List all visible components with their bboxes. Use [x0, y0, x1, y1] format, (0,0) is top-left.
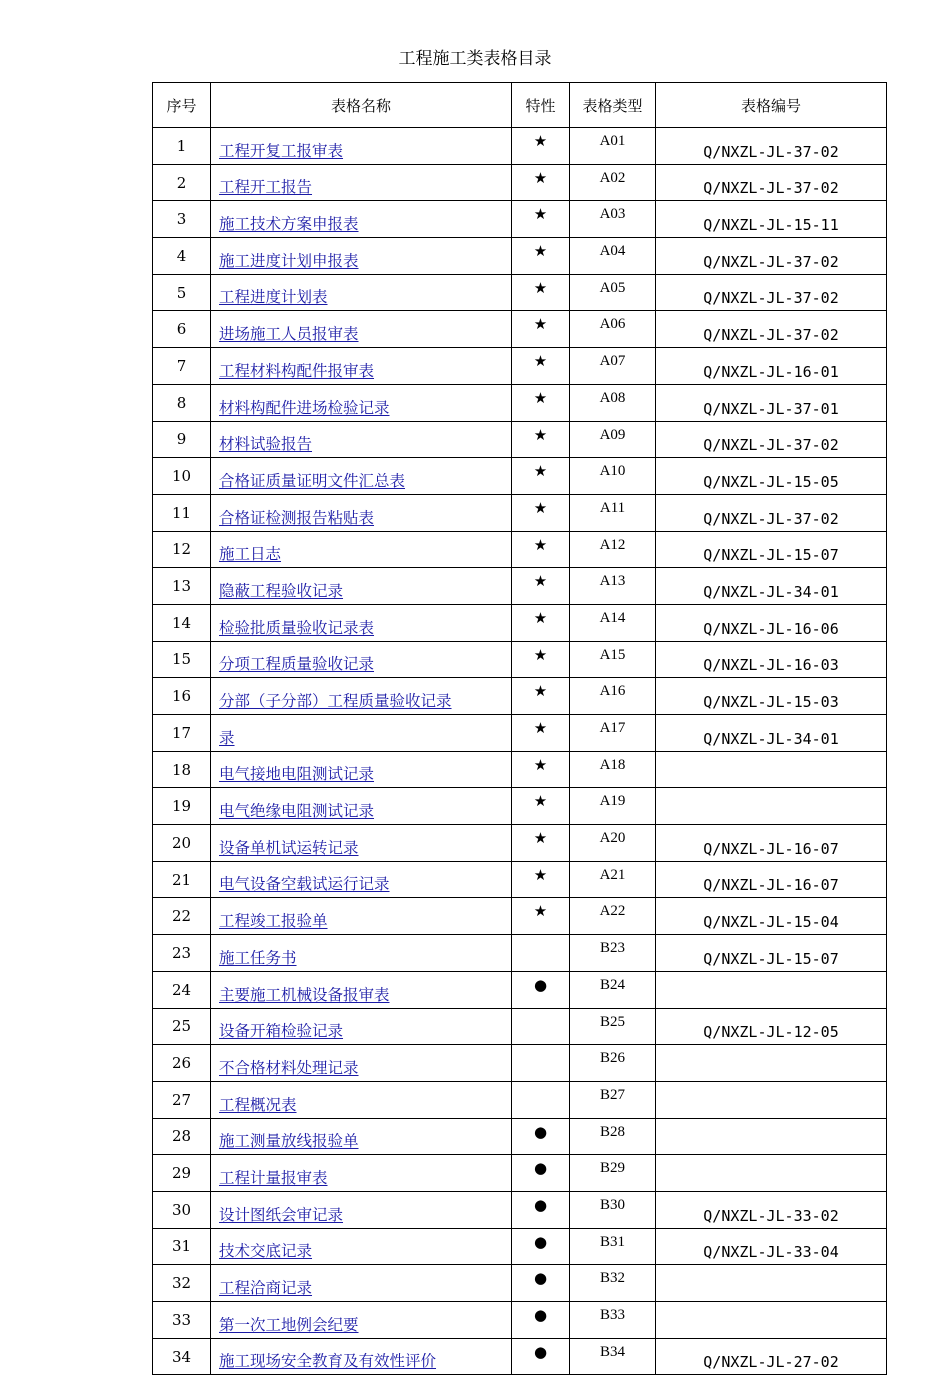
row-code: Q/NXZL-JL-15-07: [656, 531, 887, 568]
document-title: 工程施工类表格目录: [398, 49, 552, 69]
form-name-link[interactable]: 分部（子分部）工程质量验收记录: [219, 692, 452, 710]
star-icon: ★: [512, 641, 570, 678]
table-row: [153, 935, 887, 972]
row-code: Q/NXZL-JL-33-02: [656, 1191, 887, 1228]
star-icon: ★: [512, 458, 570, 495]
form-name-link[interactable]: 设备开箱检验记录: [219, 1022, 344, 1041]
table-row: [153, 311, 887, 348]
row-seq: 30: [153, 1191, 211, 1228]
row-type: B32: [570, 1265, 656, 1302]
row-mark-empty: [512, 1081, 570, 1118]
row-code: Q/NXZL-JL-16-07: [656, 825, 887, 862]
row-name-cell: [211, 494, 512, 531]
form-name-link[interactable]: 电气绝缘电阻测试记录: [219, 802, 375, 821]
row-code: Q/NXZL-JL-37-02: [656, 274, 887, 311]
row-name-cell: [211, 971, 512, 1008]
row-name-cell: [211, 1191, 512, 1228]
column-header-name: 表格名称: [211, 83, 512, 128]
dot-icon: ●: [512, 1228, 570, 1265]
star-icon: ★: [512, 201, 570, 238]
form-name-link[interactable]: 工程竣工报验单: [219, 912, 328, 931]
row-type: A08: [570, 384, 656, 421]
row-seq: 11: [153, 494, 211, 531]
table-row: [153, 238, 887, 275]
row-type: B24: [570, 971, 656, 1008]
row-seq: 18: [153, 751, 211, 788]
dot-icon: ●: [512, 1338, 570, 1375]
row-seq: 3: [153, 201, 211, 238]
form-name-link[interactable]: 工程开工报告: [219, 178, 313, 197]
row-name-cell: [211, 1228, 512, 1265]
row-type: B27: [570, 1081, 656, 1118]
star-icon: ★: [512, 604, 570, 641]
row-name-cell: [211, 311, 512, 348]
column-header-type: 表格类型: [570, 83, 656, 128]
row-code: Q/NXZL-JL-37-02: [656, 238, 887, 275]
row-code: Q/NXZL-JL-16-06: [656, 604, 887, 641]
row-type: A11: [570, 494, 656, 531]
row-code: Q/NXZL-JL-27-02: [656, 1338, 887, 1375]
form-name-link[interactable]: 不合格材料处理记录: [219, 1058, 359, 1077]
row-name-cell: [211, 641, 512, 678]
table-row: [153, 568, 887, 605]
row-code: Q/NXZL-JL-34-01: [656, 568, 887, 605]
row-code: Q/NXZL-JL-33-04: [656, 1228, 887, 1265]
row-mark-empty: [512, 935, 570, 972]
table-row: [153, 604, 887, 641]
row-name-cell: [211, 421, 512, 458]
row-type: A06: [570, 311, 656, 348]
row-seq: 5: [153, 274, 211, 311]
table-row: [153, 861, 887, 898]
form-name-link[interactable]: 工程材料构配件报审表: [219, 361, 375, 380]
row-name-cell: [211, 788, 512, 825]
row-seq: 2: [153, 164, 211, 201]
row-seq: 14: [153, 604, 211, 641]
table-row: [153, 1155, 887, 1192]
dot-icon: ●: [512, 1155, 570, 1192]
row-name-cell: [211, 238, 512, 275]
row-name-cell: [211, 531, 512, 568]
row-code: [656, 1302, 887, 1339]
form-name-link[interactable]: 工程概况表: [219, 1095, 297, 1114]
row-name-cell: [211, 1155, 512, 1192]
form-name-link[interactable]: 材料构配件进场检验记录: [219, 398, 390, 417]
form-name-link[interactable]: 主要施工机械设备报审表: [219, 985, 390, 1004]
row-type: A20: [570, 825, 656, 862]
star-icon: ★: [512, 238, 570, 275]
table-row: [153, 825, 887, 862]
table-row: [153, 678, 887, 715]
dot-icon: ●: [512, 1302, 570, 1339]
row-code: Q/NXZL-JL-16-03: [656, 641, 887, 678]
row-seq: 22: [153, 898, 211, 935]
row-type: B33: [570, 1302, 656, 1339]
table-header-row: [153, 83, 887, 128]
star-icon: ★: [512, 898, 570, 935]
star-icon: ★: [512, 384, 570, 421]
dot-icon: ●: [512, 1118, 570, 1155]
row-name-cell: [211, 128, 512, 165]
row-type: A17: [570, 715, 656, 752]
row-seq: 13: [153, 568, 211, 605]
table-row: [153, 1118, 887, 1155]
dot-icon: ●: [512, 1191, 570, 1228]
row-code: [656, 1155, 887, 1192]
table-row: [153, 898, 887, 935]
row-mark-empty: [512, 1008, 570, 1045]
row-type: A10: [570, 458, 656, 495]
row-mark-empty: [512, 1045, 570, 1082]
row-seq: 24: [153, 971, 211, 1008]
form-name-link[interactable]: 工程进度计划表: [219, 288, 328, 307]
row-code: Q/NXZL-JL-15-03: [656, 678, 887, 715]
table-row: [153, 494, 887, 531]
row-code: Q/NXZL-JL-16-01: [656, 348, 887, 385]
form-name-link[interactable]: 施工日志: [219, 545, 282, 564]
table-row: [153, 201, 887, 238]
table-row: [153, 458, 887, 495]
row-seq: 10: [153, 458, 211, 495]
row-code: Q/NXZL-JL-37-02: [656, 421, 887, 458]
row-name-cell: [211, 715, 512, 752]
row-code: Q/NXZL-JL-37-02: [656, 311, 887, 348]
table-row: [153, 1081, 887, 1118]
table-row: [153, 164, 887, 201]
table-row: [153, 128, 887, 165]
star-icon: ★: [512, 678, 570, 715]
table-row: [153, 384, 887, 421]
row-seq: 4: [153, 238, 211, 275]
form-name-link[interactable]: 合格证检测报告粘贴表: [219, 508, 375, 527]
row-type: B34: [570, 1338, 656, 1375]
column-header-mark: 特性: [512, 83, 570, 128]
row-code: Q/NXZL-JL-15-07: [656, 935, 887, 972]
row-seq: 1: [153, 128, 211, 165]
row-type: A05: [570, 274, 656, 311]
row-type: A14: [570, 604, 656, 641]
form-name-link[interactable]: 隐蔽工程验收记录: [219, 581, 344, 600]
row-type: B26: [570, 1045, 656, 1082]
form-catalog-table: [152, 82, 887, 1375]
table-row: [153, 1302, 887, 1339]
form-name-link[interactable]: 分项工程质量验收记录: [219, 655, 375, 674]
column-header-code: 表格编号: [656, 83, 887, 128]
star-icon: ★: [512, 348, 570, 385]
row-code: Q/NXZL-JL-15-11: [656, 201, 887, 238]
dot-icon: ●: [512, 971, 570, 1008]
form-name-link[interactable]: 电气设备空载试运行记录: [219, 875, 390, 894]
table-row: [153, 421, 887, 458]
row-seq: 31: [153, 1228, 211, 1265]
row-seq: 28: [153, 1118, 211, 1155]
row-type: A16: [570, 678, 656, 715]
dot-icon: ●: [512, 1265, 570, 1302]
table-row: [153, 274, 887, 311]
table-row: [153, 1008, 887, 1045]
row-code: Q/NXZL-JL-15-04: [656, 898, 887, 935]
star-icon: ★: [512, 751, 570, 788]
row-seq: 7: [153, 348, 211, 385]
row-seq: 25: [153, 1008, 211, 1045]
row-type: A02: [570, 164, 656, 201]
row-type: B29: [570, 1155, 656, 1192]
row-type: A13: [570, 568, 656, 605]
row-seq: 20: [153, 825, 211, 862]
star-icon: ★: [512, 861, 570, 898]
row-seq: 34: [153, 1338, 211, 1375]
row-type: A01: [570, 128, 656, 165]
row-seq: 16: [153, 678, 211, 715]
row-seq: 27: [153, 1081, 211, 1118]
star-icon: ★: [512, 788, 570, 825]
table-row: [153, 641, 887, 678]
row-code: [656, 1081, 887, 1118]
row-code: [656, 971, 887, 1008]
table-body: [153, 128, 887, 1375]
table-row: [153, 788, 887, 825]
form-name-link[interactable]: 工程开复工报审表: [219, 141, 344, 160]
row-name-cell: [211, 1045, 512, 1082]
row-name-cell: [211, 604, 512, 641]
form-name-link[interactable]: 施工进度计划申报表: [219, 251, 359, 270]
star-icon: ★: [512, 164, 570, 201]
row-type: A07: [570, 348, 656, 385]
star-icon: ★: [512, 421, 570, 458]
form-name-link[interactable]: 检验批质量验收记录表: [219, 618, 375, 637]
column-header-seq: 序号: [153, 83, 211, 128]
row-type: A15: [570, 641, 656, 678]
row-seq: 15: [153, 641, 211, 678]
row-code: [656, 788, 887, 825]
row-type: B31: [570, 1228, 656, 1265]
form-name-link[interactable]: 电气接地电阻测试记录: [219, 765, 375, 784]
row-name-cell: [211, 201, 512, 238]
row-code: [656, 1265, 887, 1302]
row-seq: 19: [153, 788, 211, 825]
form-name-link[interactable]: 合格证质量证明文件汇总表: [219, 471, 406, 490]
form-name-link[interactable]: 施工测量放线报验单: [219, 1132, 359, 1151]
row-seq: 12: [153, 531, 211, 568]
row-name-cell: [211, 1008, 512, 1045]
row-code: Q/NXZL-JL-37-02: [656, 494, 887, 531]
table-row: [153, 1265, 887, 1302]
row-code: Q/NXZL-JL-37-02: [656, 128, 887, 165]
row-name-cell: [211, 348, 512, 385]
row-seq: 33: [153, 1302, 211, 1339]
row-name-cell: [211, 825, 512, 862]
row-code: [656, 1045, 887, 1082]
row-seq: 6: [153, 311, 211, 348]
table-row: [153, 1045, 887, 1082]
row-seq: 29: [153, 1155, 211, 1192]
form-name-link[interactable]: 施工任务书: [219, 948, 297, 967]
form-name-link[interactable]: 材料试验报告: [219, 435, 313, 454]
row-type: B28: [570, 1118, 656, 1155]
form-name-link[interactable]: 技术交底记录: [219, 1242, 313, 1261]
row-type: A18: [570, 751, 656, 788]
star-icon: ★: [512, 274, 570, 311]
row-name-cell: [211, 861, 512, 898]
row-type: A19: [570, 788, 656, 825]
form-name-link[interactable]: 进场施工人员报审表: [219, 325, 359, 344]
row-seq: 8: [153, 384, 211, 421]
table-row: [153, 751, 887, 788]
row-name-cell: [211, 1118, 512, 1155]
row-type: B30: [570, 1191, 656, 1228]
row-name-cell: [211, 164, 512, 201]
table-row: [153, 715, 887, 752]
row-name-cell: [211, 1302, 512, 1339]
table-row: [153, 531, 887, 568]
row-name-cell: [211, 898, 512, 935]
table-row: [153, 348, 887, 385]
row-type: A04: [570, 238, 656, 275]
row-name-cell: [211, 458, 512, 495]
row-name-cell: [211, 384, 512, 421]
row-type: A12: [570, 531, 656, 568]
row-seq: 26: [153, 1045, 211, 1082]
form-name-link[interactable]: 工程洽商记录: [219, 1279, 313, 1297]
row-seq: 9: [153, 421, 211, 458]
table-row: [153, 1191, 887, 1228]
row-code: Q/NXZL-JL-12-05: [656, 1008, 887, 1045]
star-icon: ★: [512, 568, 570, 605]
form-name-link[interactable]: 设计图纸会审记录: [219, 1205, 344, 1224]
table-row: [153, 971, 887, 1008]
form-name-link[interactable]: 施工技术方案申报表: [219, 215, 359, 234]
form-name-link[interactable]: 录: [219, 728, 235, 747]
row-seq: 32: [153, 1265, 211, 1302]
star-icon: ★: [512, 128, 570, 165]
row-name-cell: [211, 1265, 512, 1302]
star-icon: ★: [512, 825, 570, 862]
row-name-cell: [211, 1081, 512, 1118]
row-code: Q/NXZL-JL-37-01: [656, 384, 887, 421]
row-type: A09: [570, 421, 656, 458]
row-name-cell: [211, 751, 512, 788]
row-code: Q/NXZL-JL-15-05: [656, 458, 887, 495]
row-type: B25: [570, 1008, 656, 1045]
form-name-link[interactable]: 设备单机试运转记录: [219, 838, 359, 857]
form-name-link[interactable]: 工程计量报审表: [219, 1168, 328, 1187]
row-type: A21: [570, 861, 656, 898]
row-type: A03: [570, 201, 656, 238]
row-seq: 23: [153, 935, 211, 972]
row-code: [656, 1118, 887, 1155]
star-icon: ★: [512, 715, 570, 752]
row-name-cell: [211, 678, 512, 715]
form-name-link[interactable]: 施工现场安全教育及有效性评价: [219, 1352, 437, 1371]
row-code: [656, 751, 887, 788]
row-name-cell: [211, 274, 512, 311]
row-name-cell: [211, 568, 512, 605]
row-code: Q/NXZL-JL-16-07: [656, 861, 887, 898]
row-name-cell: [211, 935, 512, 972]
star-icon: ★: [512, 311, 570, 348]
star-icon: ★: [512, 531, 570, 568]
row-code: Q/NXZL-JL-37-02: [656, 164, 887, 201]
row-type: A22: [570, 898, 656, 935]
row-seq: 21: [153, 861, 211, 898]
row-code: Q/NXZL-JL-34-01: [656, 715, 887, 752]
row-seq: 17: [153, 715, 211, 752]
row-type: B23: [570, 935, 656, 972]
form-name-link[interactable]: 第一次工地例会纪要: [219, 1315, 359, 1334]
table-row: [153, 1228, 887, 1265]
star-icon: ★: [512, 494, 570, 531]
